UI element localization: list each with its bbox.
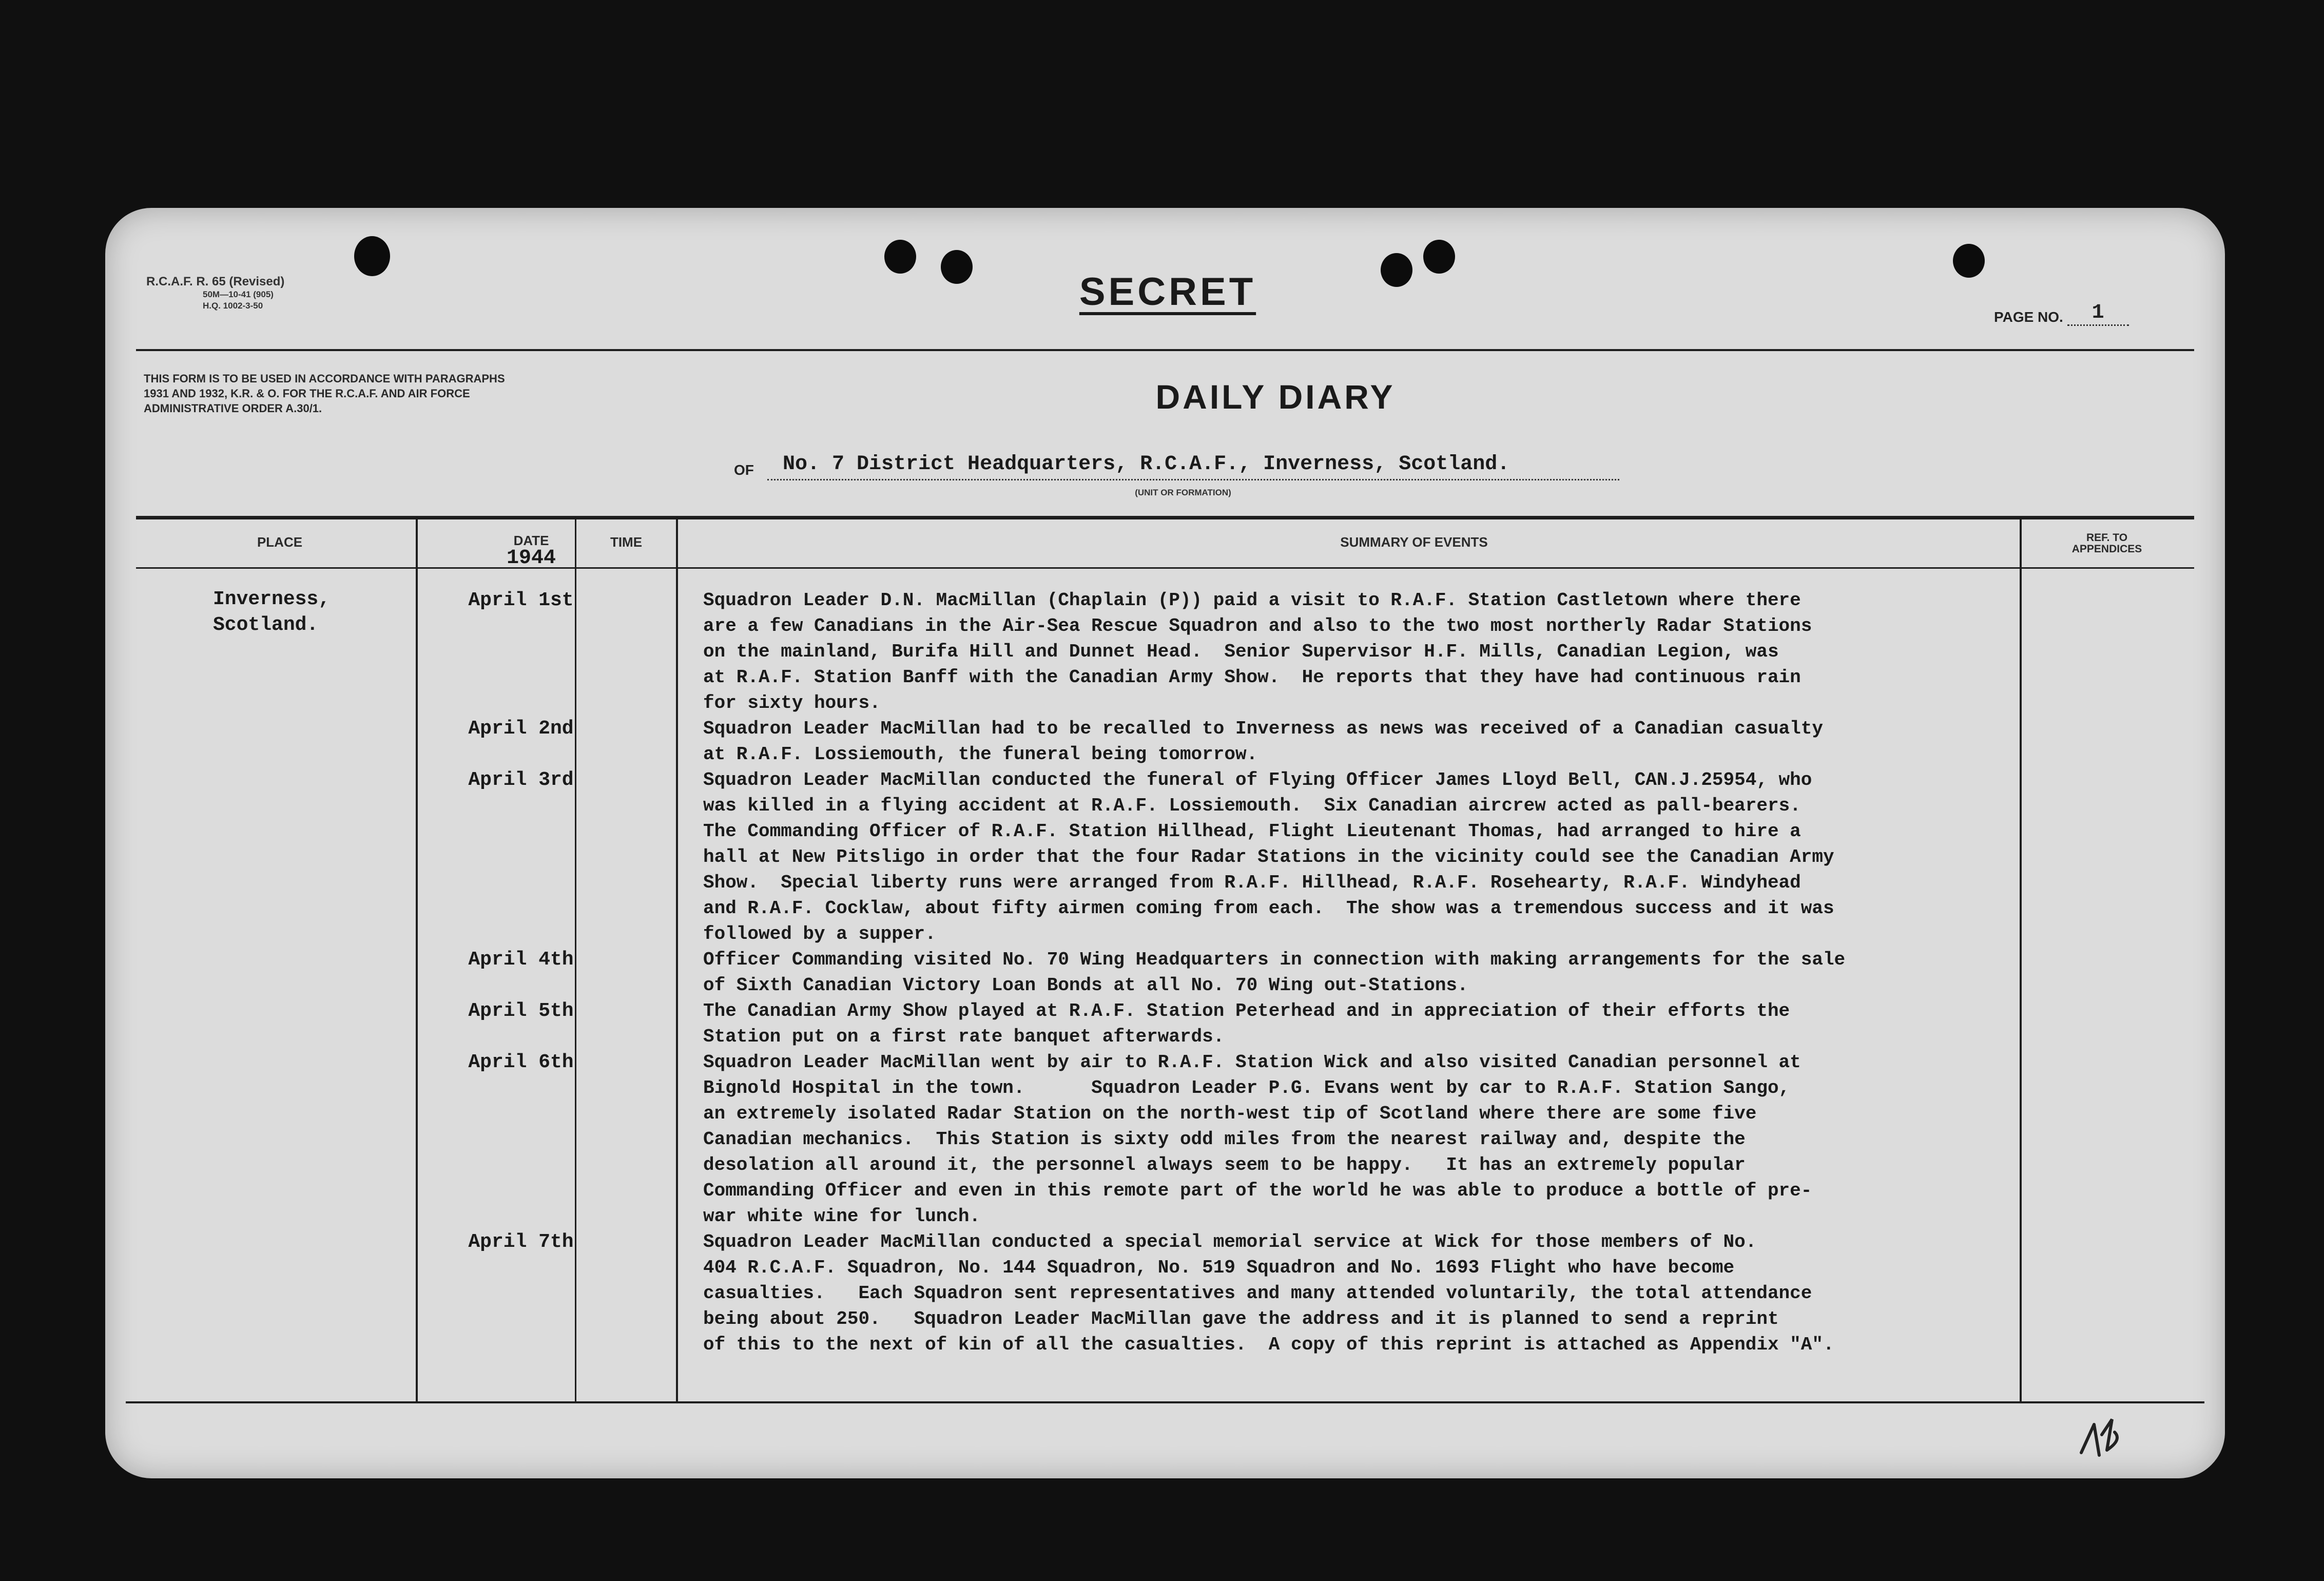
page-title: DAILY DIARY (1155, 378, 1396, 416)
entry-date: April 7th (468, 1231, 574, 1253)
classification-heading: SECRET (1079, 270, 1256, 314)
column-divider-time (676, 518, 678, 1402)
summary-line: 404 R.C.A.F. Squadron, No. 144 Squadron, No. 519 Squadron and No. 1693 Flight who have become (703, 1257, 1735, 1278)
summary-line: for sixty hours. (703, 692, 881, 714)
summary-line: Squadron Leader MacMillan conducted the funeral of Flying Officer James Lloyd Bell, CAN.J.25954, who (703, 769, 1812, 790)
summary-line: was killed in a flying accident at R.A.F. Lossiemouth. Six Canadian aircrew acted as pall-bearers. (703, 795, 1801, 816)
place-cell (213, 587, 382, 638)
column-divider-place (416, 518, 418, 1402)
summary-line: The Commanding Officer of R.A.F. Station Hillhead, Flight Lieutenant Thomas, had arranged to hire a (703, 821, 1801, 842)
place-line: Scotland. (213, 614, 319, 636)
summary-line: Bignold Hospital in the town. Squadron Leader P.G. Evans went by car to R.A.F. Station Sango, (703, 1077, 1790, 1098)
summary-line: Canadian mechanics. This Station is sixty odd miles from the nearest railway and, despite the (703, 1129, 1746, 1150)
summary-line: Squadron Leader MacMillan conducted a special memorial service at Wick for those members of No. (703, 1231, 1757, 1252)
summary-line: of Sixth Canadian Victory Loan Bonds at all No. 70 Wing out-Stations. (703, 975, 1468, 996)
binder-hole (884, 240, 916, 274)
form-code (146, 275, 434, 312)
summary-line: war white wine for lunch. (703, 1206, 981, 1227)
entry-summary (703, 998, 2140, 1050)
entry-summary (703, 716, 2140, 767)
binder-hole (1423, 240, 1455, 274)
summary-line: on the mainland, Burifa Hill and Dunnet Head. Senior Supervisor H.F. Mills, Canadian Legion, was (703, 641, 1779, 662)
summary-line: of this to the next of kin of all the casualties. A copy of this reprint is attached as Appendix "A". (703, 1334, 1834, 1355)
table-top-rule (136, 516, 2194, 519)
entry-summary (703, 947, 2140, 998)
summary-line: followed by a supper. (703, 923, 936, 944)
form-code-line2: 50M—10-41 (905) (203, 290, 274, 299)
handwritten-initials (2071, 1404, 2133, 1466)
table-bottom-rule (126, 1401, 2204, 1403)
entry-date: April 5th (468, 1000, 574, 1022)
unit-name: No. 7 District Headquarters, R.C.A.F., Inverness, Scotland. (767, 449, 1619, 480)
unit-caption: (UNIT OR FORMATION) (1135, 488, 1231, 497)
place-line: Inverness, (213, 588, 331, 610)
summary-line: Officer Commanding visited No. 70 Wing Headquarters in connection with making arrangements for the sale (703, 949, 1846, 970)
entry-date: April 2nd (468, 718, 574, 740)
summary-line: hall at New Pitsligo in order that the four Radar Stations in the vicinity could see the Canadian Army (703, 846, 1834, 867)
summary-line: desolation all around it, the personnel always seem to be happy. It has an extremely popular (703, 1154, 1746, 1175)
column-header-appendices (2025, 532, 2189, 555)
diary-year: 1944 (506, 547, 556, 570)
page-number-value: 1 (2067, 301, 2129, 326)
entry-summary (703, 1050, 2140, 1229)
binder-hole (1953, 244, 1985, 278)
summary-line: Commanding Officer and even in this remote part of the world he was able to produce a bottle of pre- (703, 1180, 1812, 1201)
column-header-time: TIME (610, 534, 643, 550)
summary-line: at R.A.F. Lossiemouth, the funeral being tomorrow. (703, 744, 1258, 765)
entry-summary (703, 767, 2140, 947)
form-code-line1: R.C.A.F. R. 65 (Revised) (146, 275, 285, 288)
entry-date: April 6th (468, 1051, 574, 1073)
column-header-date: DATE (513, 533, 549, 548)
summary-line: Squadron Leader D.N. MacMillan (Chaplain (P)) paid a visit to R.A.F. Station Castletown where there (703, 590, 1801, 611)
summary-line: being about 250. Squadron Leader MacMillan gave the address and it is planned to send a reprint (703, 1308, 1779, 1329)
summary-line: Show. Special liberty runs were arranged from R.A.F. Hillhead, R.A.F. Rosehearty, R.A.F. Windyhead (703, 872, 1801, 893)
summary-line: an extremely isolated Radar Station on the north-west tip of Scotland where there are some five (703, 1103, 1757, 1124)
entry-summary (703, 588, 2140, 716)
entry-date: April 1st (468, 589, 574, 611)
header-divider (136, 349, 2194, 351)
summary-line: are a few Canadians in the Air-Sea Rescue Squadron and also to the two most northerly Radar Stations (703, 615, 1812, 637)
column-header-appendices-line1: REF. TO (2086, 532, 2128, 544)
column-header-summary: SUMMARY OF EVENTS (1340, 534, 1488, 550)
usage-note: THIS FORM IS TO BE USED IN ACCORDANCE WITH PARAGRAPHS 1931 AND 1932, K.R. & O. FOR THE R.C.A.F. AND AIR FORCE ADMINISTRATIVE ORDER A.30/1. (144, 372, 505, 415)
entry-date: April 4th (468, 949, 574, 971)
page-number-label: PAGE NO. (1994, 309, 2063, 325)
summary-line: Squadron Leader MacMillan went by air to R.A.F. Station Wick and also visited Canadian personnel at (703, 1052, 1801, 1073)
of-label: OF (734, 462, 754, 478)
diary-page (105, 208, 2225, 1478)
summary-line: Station put on a first rate banquet afterwards. (703, 1026, 1225, 1047)
binder-hole (354, 236, 390, 276)
form-code-line3: H.Q. 1002-3-50 (203, 301, 263, 311)
summary-line: The Canadian Army Show played at R.A.F. Station Peterhead and in appreciation of their efforts the (703, 1000, 1790, 1021)
summary-line: casualties. Each Squadron sent representatives and many attended voluntarily, the total attendance (703, 1283, 1812, 1304)
entry-date: April 3rd (468, 769, 574, 791)
summary-line: Squadron Leader MacMillan had to be recalled to Inverness as news was received of a Canadian casualty (703, 718, 1823, 739)
entry-summary (703, 1229, 2140, 1358)
column-header-appendices-line2: APPENDICES (2071, 543, 2142, 555)
column-header-place: PLACE (257, 534, 303, 550)
summary-line: at R.A.F. Station Banff with the Canadian Army Show. He reports that they have had continuous rain (703, 667, 1801, 688)
summary-line: and R.A.F. Cocklaw, about fifty airmen coming from each. The show was a tremendous success and it was (703, 898, 1834, 919)
page-number-field (1994, 301, 2179, 330)
